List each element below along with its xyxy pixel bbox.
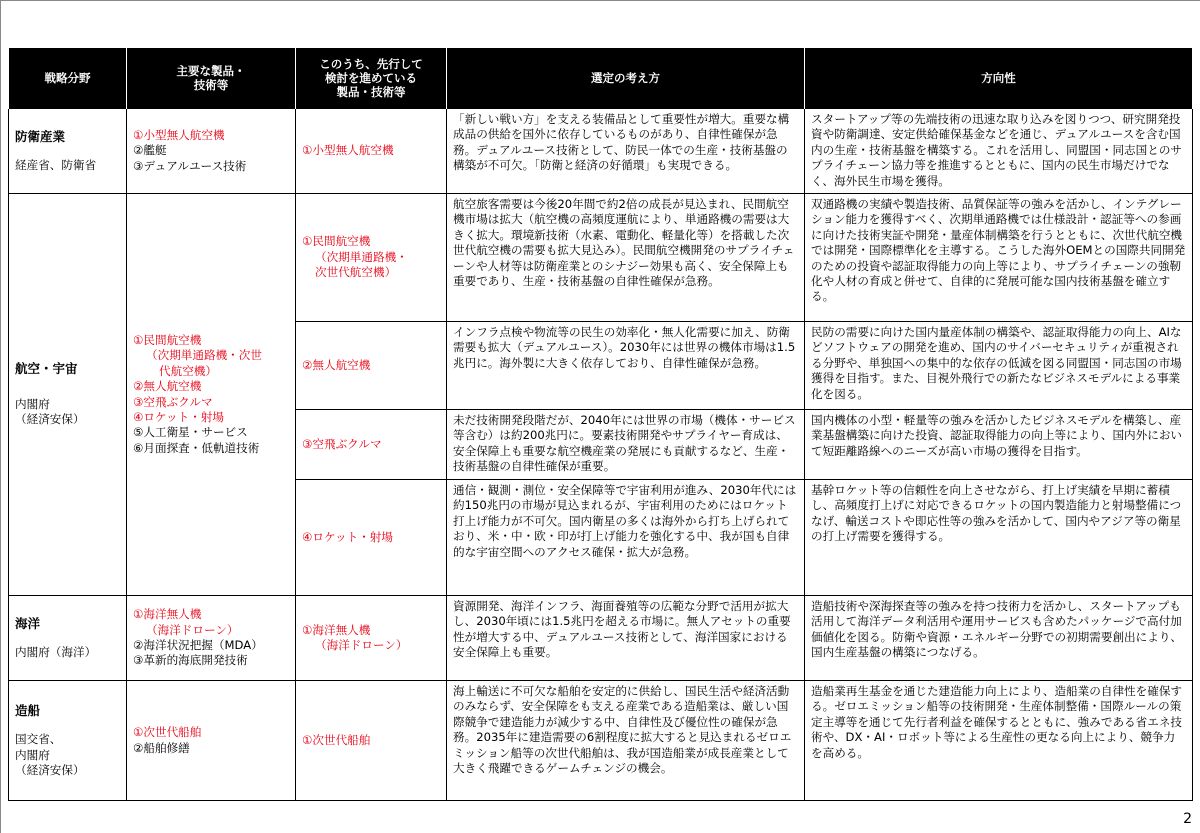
product-item-detail: （次期単通路機・次世: [146, 348, 262, 363]
rationale-cell: 「新しい戦い方」を支える装備品として重要性が増大。重要な構成品の供給を国外に依存しているものがあり、自律性確保が急務。デュアルユース技術として、防民一体での生産・技術基盤の構築が不可欠。「防衛と経済の好循環」も実現できる。: [447, 109, 805, 194]
product-item: ②海洋状況把握（MDA）: [133, 638, 263, 652]
sector-name: 造船: [15, 702, 41, 718]
direction-cell: 双通路機の実績や製造技術、品質保証等の強みを活かし、インテグレーション能力を獲得すべく、次期単通路機では仕様設計・認証等への参画に向けた技術実証や開発・量産体制構築を行うとともに、次世代航空機では開発・国際標準化を主導する。こうした海外OEMとの国際共同開発のための投資や認証取得能力の向上等により、サプライチェーンの強靭化や人材の育成と併せて、自律的に発展可能な国内技術基盤を確立する。: [805, 194, 1193, 322]
product-item: ①次世代船舶: [133, 725, 202, 740]
left-border-line: [0, 0, 1, 833]
product-item-detail: 代航空機）: [159, 363, 217, 378]
product-item: ①小型無人航空機: [133, 127, 225, 142]
sector-cell-shipbuilding: [9, 681, 127, 801]
sector-cell-aerospace: [9, 194, 127, 596]
header-strategic-field: 戦略分野: [9, 48, 127, 109]
header-row: [9, 48, 1193, 109]
direction-cell: 国内機体の小型・軽量等の強みを活かしたビジネスモデルを構築し、産業基盤構築に向けた投資、認証取得能力の向上等により、国内外において短距離路線へのニーズが高い市場の獲得を目指す。: [805, 410, 1193, 480]
sector-name: 海洋: [15, 615, 41, 631]
direction-cell: 民防の需要に向けた国内量産体制の構築や、認証取得能力の向上、AIなどソフトウェアの開発を進め、国内のサイバーセキュリティが重視される分野や、単独国への集中的な依存の低減を図る同盟国・同志国の市場獲得を目指す。また、目視外飛行での新たなビジネスモデルによる事業化を図る。: [805, 322, 1193, 410]
products-cell-shipbuilding: [127, 681, 296, 801]
product-item: ③空飛ぶクルマ: [133, 394, 213, 409]
lead-product-cell: ①海洋無人機 （海洋ドローン）: [296, 596, 447, 681]
product-item: ①民間航空機: [133, 332, 202, 347]
product-item-detail: （海洋ドローン）: [146, 622, 239, 637]
product-item: ⑥月面探査・低軌道技術: [133, 440, 260, 455]
product-item: ①海洋無人機: [133, 607, 202, 622]
product-item: ③革新的海底開発技術: [133, 653, 248, 668]
product-item: ②艦艇: [133, 143, 167, 158]
rationale-cell: インフラ点検や物流等の民生の効率化・無人化需要に加え、防衛需要も拡大（デュアルユース）。2030年には世界の機体市場は1.5兆円に。海外製に大きく依存しており、自律性確保が急務。: [447, 322, 805, 410]
table-row-aerospace-aircraft: [9, 194, 1193, 322]
product-item: ⑤人工衛星・サービス: [133, 425, 248, 440]
sector-cell-defense: [9, 109, 127, 194]
sector-name: 防衛産業: [15, 128, 66, 144]
page-number: 2: [1183, 811, 1192, 827]
direction-cell: スタートアップ等の先端技術の迅速な取り込みを図りつつ、研究開発投資や防衛調達、安定供給確保基金などを通じ、デュアルユースを含む国内の生産・技術基盤を構築する。これを活用し、同盟国・同志国とのサプライチェーン協力等を推進するとともに、国内の民生市場だけでなく、海外民生市場を獲得。: [805, 109, 1193, 194]
strategy-table: [8, 48, 1193, 801]
products-cell-aerospace: [127, 194, 296, 596]
rationale-cell: 資源開発、海洋インフラ、海面養殖等の広範な分野で活用が拡大し、2030年頃には1.5兆円を超える市場に。無人アセットの重要性が増大する中、デュアルユース技術として、海洋国家における安全保障上も重要。: [447, 596, 805, 681]
header-selection-rationale: 選定の考え方: [447, 48, 805, 109]
product-item: ②船舶修繕: [133, 740, 190, 755]
table-row-defense: [9, 109, 1193, 194]
sector-ministry: 国交省、 内閣府 （経済安保）: [15, 732, 85, 777]
sector-cell-ocean: [9, 596, 127, 681]
lead-product-cell: ①民間航空機 （次期単通路機・ 次世代航空機）: [296, 194, 447, 322]
direction-cell: 基幹ロケット等の信頼性を向上させながら、打上げ実績を早期に蓄積し、高頻度打上げに対応できるロケットの国内製造能力と射場整備につなげ、輸送コストや即応性等の強みを活かして、国内やアジア等の衛星の打上げ需要を獲得する。: [805, 480, 1193, 596]
sector-ministry: 経産省、防衛省: [15, 158, 97, 172]
lead-product-cell: ④ロケット・射場: [296, 480, 447, 596]
products-cell-ocean: [127, 596, 296, 681]
header-lead-products: このうち、先行して 検討を進めている 製品・技術等: [296, 48, 447, 109]
rationale-cell: 通信・観測・測位・安全保障等で宇宙利用が進み、2030年代には約150兆円の市場が見込まれるが、宇宙利用のためにはロケット打上げ能力が不可欠。国内衛星の多くは海外から打ち上げられており、米・中・欧・印が打上げ能力を強化する中、我が国も自律的な宇宙空間へのアクセス確保・拡大が急務。: [447, 480, 805, 596]
rationale-cell: 海上輸送に不可欠な船舶を安定的に供給し、国民生活や経済活動のみならず、安全保障をも支える産業である造船業は、厳しい国際競争で建造能力が減少する中、自律性及び優位性の確保が急務。2035年に建造需要の6割程度に拡大すると見込まれるゼロエミッション船等の次世代船舶は、我が国造船業が成長産業として大きく飛躍できるゲームチェンジの機会。: [447, 681, 805, 801]
direction-cell: 造船業再生基金を通じた建造能力向上により、造船業の自律性を確保する。ゼロエミッション船等の技術開発・生産体制整備・国際ルールの策定主導等を通じて先行者利益を確保するとともに、強みである省エネ技術や、DX・AI・ロボット等による生産性の更なる向上により、競争力を高める。: [805, 681, 1193, 801]
sector-name: 航空・宇宙: [15, 361, 78, 377]
sector-ministry: 内閣府（海洋）: [15, 645, 97, 659]
header-main-products: 主要な製品・ 技術等: [127, 48, 296, 109]
table-row-ocean: [9, 596, 1193, 681]
product-item: ②無人航空機: [133, 379, 202, 394]
sector-ministry: 内閣府 （経済安保）: [15, 396, 85, 427]
table-row-shipbuilding: [9, 681, 1193, 801]
products-cell-defense: [127, 109, 296, 194]
direction-cell: 造船技術や深海探査等の強みを持つ技術力を活かし、スタートアップも活用して海洋データ利活用や運用サービスも含めたパッケージで高付加価値化を図る。防衛や資源・エネルギー分野での初期需要創出により、国内生産基盤の構築につなげる。: [805, 596, 1193, 681]
lead-product-cell: ①小型無人航空機: [296, 109, 447, 194]
lead-product-cell: ②無人航空機: [296, 322, 447, 410]
product-item: ④ロケット・射場: [133, 409, 224, 424]
lead-product-cell: ③空飛ぶクルマ: [296, 410, 447, 480]
header-direction: 方向性: [805, 48, 1193, 109]
rationale-cell: 航空旅客需要は今後20年間で約2倍の成長が見込まれ、民間航空機市場は拡大（航空機の高頻度運航により、単通路機の需要は大きく拡大。環境新技術（水素、電動化、軽量化等）を搭載した次世代航空機の需要も拡大見込み）。民間航空機開発のサプライチェーンや人材等は防衛産業とのシナジー効果も高く、安全保障上も重要であり、生産・技術基盤の自律性確保が急務。: [447, 194, 805, 322]
lead-product-cell: ①次世代船舶: [296, 681, 447, 801]
top-border-line: [0, 0, 1200, 1]
rationale-cell: 未だ技術開発段階だが、2040年には世界の市場（機体・サービス等含む）は約200兆円に。要素技術開発やサプライヤー育成は、安全保障上も重要な航空機産業の発展にも貢献するなど、生産・技術基盤の自律性確保が重要。: [447, 410, 805, 480]
product-item: ③デュアルユース技術: [133, 158, 247, 173]
